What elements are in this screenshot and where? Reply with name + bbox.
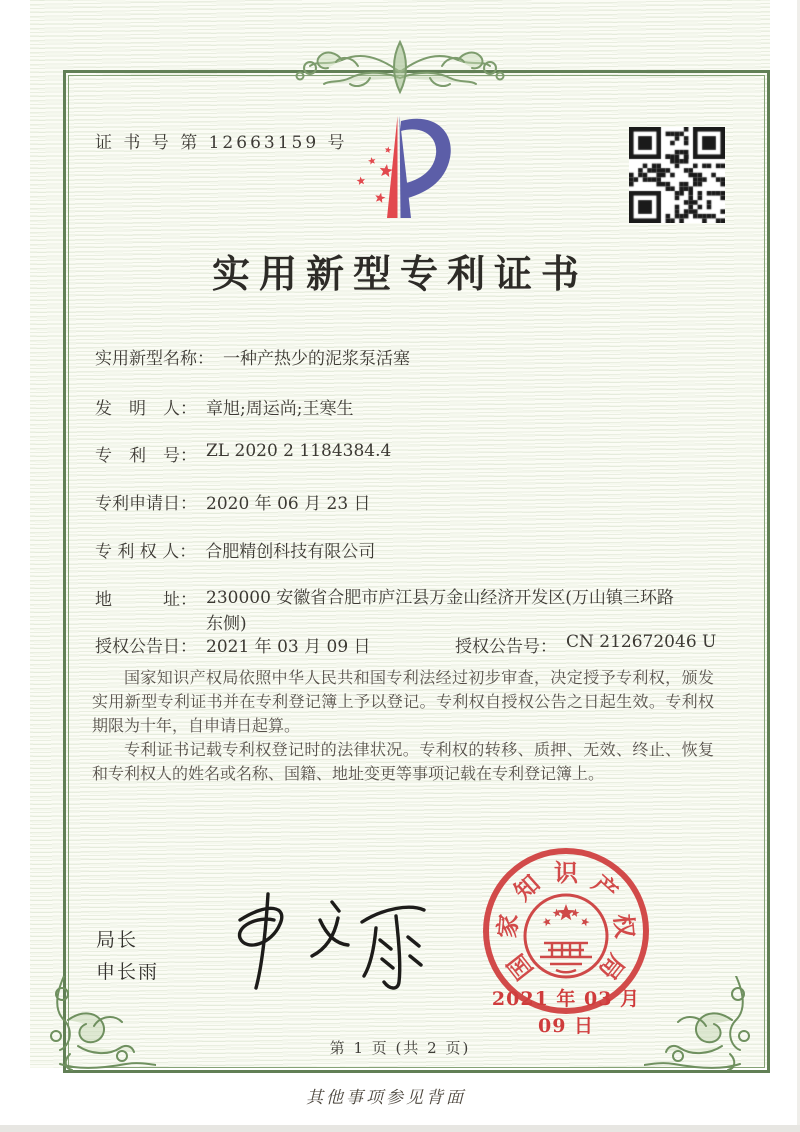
legal-text: [92, 666, 714, 786]
seal-char: 产: [586, 868, 624, 907]
cnipa-logo-icon: [338, 110, 460, 226]
field-label: 专利申请日：: [95, 494, 197, 514]
field-value: 一种产热少的泥浆泵活塞: [223, 349, 410, 369]
legal-paragraph-2: 专利证书记载专利权登记时的法律状况。专利权的转移、质押、无效、终止、恢复和专利权人的姓名或名称、国籍、地址变更等事项记载在专利登记簿上。: [92, 740, 714, 783]
certificate-number: 证 书 号 第 12663159 号: [95, 133, 348, 153]
field-label: 授权公告号：: [455, 637, 557, 657]
page-number: 第 1 页 (共 2 页): [329, 1039, 471, 1057]
field-patent-number: [95, 441, 391, 466]
field-label: 专 利 权 人：: [95, 542, 197, 562]
seal-char: 家: [492, 912, 524, 940]
qr-code: [629, 127, 725, 223]
national-emblem-icon: [525, 895, 607, 977]
seal-char: 局: [593, 948, 631, 986]
field-grant-number: [455, 632, 716, 657]
field-label: 发 明 人：: [95, 399, 197, 419]
field-utility-model-name: [95, 344, 410, 369]
field-label: 地 址：: [95, 590, 197, 610]
field-grant-date: [95, 632, 371, 657]
back-note: 其他事项参见背面: [306, 1088, 466, 1108]
certificate-title: 实用新型专利证书: [211, 251, 588, 296]
field-filing-date: [95, 489, 371, 514]
paper-edge-bottom: [0, 1125, 800, 1132]
field-value: ZL 2020 2 1184384.4: [206, 441, 392, 461]
seal-char: 识: [554, 858, 578, 887]
field-label: 授权公告日：: [95, 637, 197, 657]
seal-char: 权: [608, 912, 640, 940]
commissioner-name: 申长雨: [96, 961, 160, 983]
field-value: 2020 年 06 月 23 日: [206, 494, 371, 514]
field-value: 2021 年 03 月 09 日: [206, 637, 371, 657]
seal-char: 知: [508, 868, 546, 907]
field-value: CN 212672046 U: [566, 632, 717, 652]
field-patentee: [95, 537, 375, 562]
field-value: 合肥精创科技有限公司: [205, 542, 376, 562]
field-value: 章旭;周运尚;王寒生: [206, 399, 354, 419]
seal-char: 国: [501, 948, 539, 986]
seal-date: 2021 年 03 月 09 日: [491, 988, 641, 1037]
field-value: 230000 安徽省合肥市庐江县万金山经济开发区(万山镇三环路东侧): [206, 588, 674, 635]
field-label: 专 利 号：: [95, 446, 197, 466]
field-label: 实用新型名称：: [95, 349, 214, 369]
field-address: [95, 585, 688, 638]
commissioner-title: 局长: [96, 929, 139, 951]
legal-paragraph-1: 国家知识产权局依照中华人民共和国专利法经过初步审查，决定授予专利权，颁发实用新型专利证书并在专利登记簿上予以登记。专利权自授权公告之日起生效。专利权期限为十年，自申请日起算。: [92, 668, 714, 735]
field-inventor: [95, 394, 353, 419]
commissioner-signature: [216, 886, 428, 992]
